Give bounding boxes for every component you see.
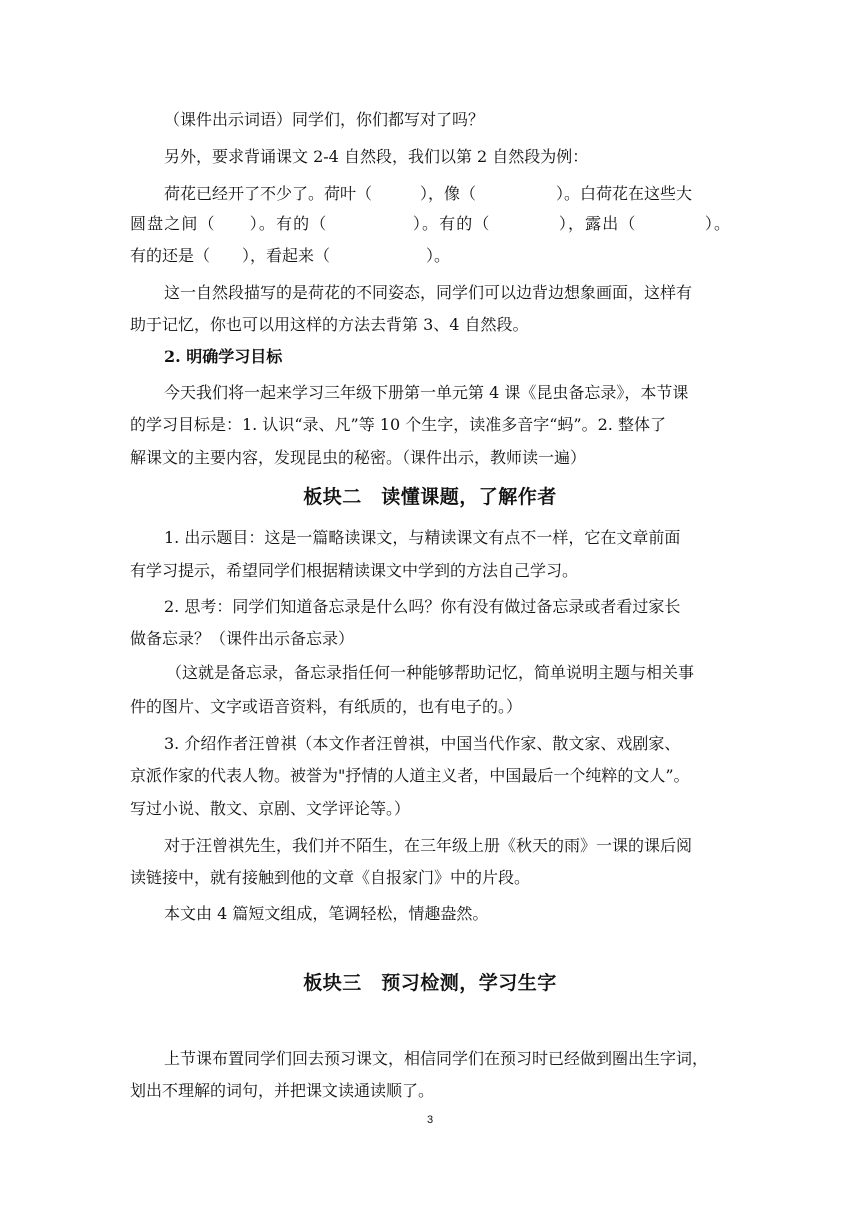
- paragraph-line: 有学习提示，希望同学们根据精读课文中学到的方法自己学习。: [130, 561, 579, 580]
- section-heading: 板块三 预习检测，学习生字: [303, 972, 557, 994]
- paragraph-line: 有的还是（ ），看起来（ ）。: [130, 246, 451, 265]
- paragraph-line: 件的图片、文字或语音资料，有纸质的，也有电子的。）: [130, 697, 523, 716]
- paragraph-line: 本文由 4 篇短文组成，笔调轻松，情趣盎然。: [164, 904, 489, 923]
- paragraph-line: 做备忘录？（课件出示备忘录）: [130, 629, 355, 648]
- paragraph-line: 的学习目标是：1. 认识“录、凡”等 10 个生字，读准多音字“蚂”。2. 整体了: [130, 415, 666, 434]
- paragraph-line: 圆盘之间（ ）。有的（ ）。有的（ ），露出（ ）。: [130, 214, 730, 233]
- paragraph-line: 解课文的主要内容，发现昆虫的秘密。（课件出示，教师读一遍）: [130, 448, 587, 467]
- paragraph-line: 读链接中，就有接触到他的文章《自报家门》中的片段。: [130, 868, 531, 887]
- paragraph-line: 这一自然段描写的是荷花的不同姿态，同学们可以边背边想象画面，这样有: [164, 283, 693, 302]
- paragraph-line: 另外，要求背诵课文 2-4 自然段，我们以第 2 自然段为例：: [164, 147, 589, 166]
- paragraph-line: 1. 出示题目：这是一篇略读课文，与精读课文有点不一样，它在文章前面: [164, 528, 681, 547]
- paragraph-line: 写过小说、散文、京剧、文学评论等。）: [130, 799, 411, 818]
- paragraph-line: 京派作家的代表人物。被誉为"抒情的人道主义者，中国最后一个纯粹的文人”。: [130, 766, 690, 785]
- paragraph-line: （课件出示词语）同学们，你们都写对了吗？: [164, 110, 485, 129]
- paragraph-line: 划出不理解的词句，并把课文读通读顺了。: [130, 1081, 435, 1100]
- paragraph-line: 对于汪曾祺先生，我们并不陌生，在三年级上册《秋天的雨》一课的课后阅: [164, 836, 693, 855]
- paragraph-line: 上节课布置同学们回去预习课文，相信同学们在预习时已经做到圈出生字词，: [164, 1049, 709, 1068]
- section-heading: 板块二 读懂课题，了解作者: [303, 486, 557, 508]
- page-number: 3: [426, 1114, 434, 1126]
- paragraph-line: 3. 介绍作者汪曾祺（本文作者汪曾祺，中国当代作家、散文家、戏剧家、: [164, 734, 681, 753]
- paragraph-line: 2. 思考：同学们知道备忘录是什么吗？你有没有做过备忘录或者看过家长: [164, 597, 681, 616]
- paragraph-line: 今天我们将一起来学习三年级下册第一单元第 4 课《昆虫备忘录》，本节课: [164, 383, 689, 402]
- paragraph-line: （这就是备忘录，备忘录指任何一种能够帮助记忆，简单说明主题与相关事: [166, 663, 695, 682]
- paragraph-line: 荷花已经开了不少了。荷叶（ ），像（ ）。白荷花在这些大: [164, 184, 693, 203]
- section-subheading: 2. 明确学习目标: [164, 347, 283, 366]
- paragraph-line: 助于记忆，你也可以用这样的方法去背第 3、4 自然段。: [130, 315, 529, 334]
